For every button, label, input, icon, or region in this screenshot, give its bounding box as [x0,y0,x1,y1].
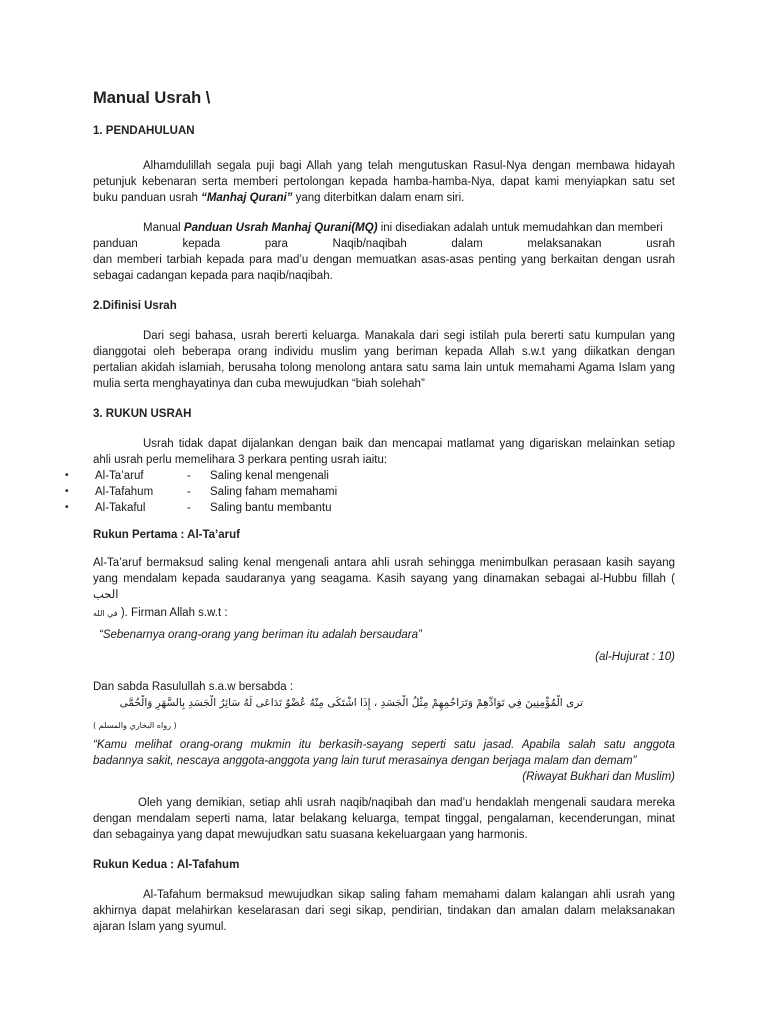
text-line: petunjuk kebenaran serta memberi pertolongan kepada hamba-hamba-Nya, dapat kami menyiapkan satu set [93,176,675,188]
text-run: buku panduan usrah [93,192,202,204]
text-line: pertalian akidah islamiah, berusaha tolong menolong antara satu sama lain untuk memahami Agama Islam yang [93,362,675,374]
section-heading-rukun-usrah: 3. RUKUN USRAH [93,408,192,420]
text-line: panduan kepada para Naqib/naqibah dalam melaksanakan usrah [93,238,675,250]
text-line: Usrah tidak dapat dijalankan dengan baik dan mencapai matlamat yang digariskan melainkan setiap [143,438,675,450]
text-line: sebagai cadangan kepada para naqib/naqibah. [93,270,333,282]
text-line: Al-Tafahum bermaksud mewujudkan sikap saling faham memahami dalam kalangan ahli usrah yang [143,889,675,901]
text-run: ). Firman Allah s.w.t : [117,607,228,619]
hadith-reference: (Riwayat Bukhari dan Muslim) [522,771,675,783]
hadith-source-arabic: ( رواه البخاري والمسلم ) [93,721,177,730]
pillar-name: Al-Takaful [95,502,146,514]
list-item [65,500,675,516]
separator: - [187,502,191,514]
text-line: Al-Ta’aruf bermaksud saling kenal mengenali antara ahli usrah sehingga menimbulkan perasaan kasih sayang [93,557,675,569]
section-heading-rukun-kedua: Rukun Kedua : Al-Tafahum [93,859,240,871]
document-body [65,88,675,935]
text-line: yang mendalam kepada saudaranya yang seagama. Kasih sayang yang dinamakan sebagai al-Hubbu fillah ( الحب [93,573,675,601]
pillar-list [65,468,675,516]
text-line: dengan mendalam seperti nama, latar belakang keluarga, tempat tinggal, pengalaman, kecenderungan, minat [93,813,675,825]
text-line: dan sebagainya yang dapat mewujudkan satu suasana kekeluargaan yang harmonis. [93,829,528,841]
text-line: dianggotai oleh beberapa orang individu muslim yang beriman kepada Allah s.w.t yang diikatkan dengan [93,346,675,358]
text-line: dan memberi tarbiah kepada para mad’u dengan memuatkan asas-asas penting yang berkaitan dengan usrah [93,254,675,266]
text-line: Dan sabda Rasulullah s.a.w bersabda : [93,681,294,693]
text-line: Oleh yang demikian, setiap ahli usrah naqib/naqibah dan mad’u hendaklah mengenali saudara mereka [138,797,675,809]
emphasis-text: “Manhaj Qurani” [201,192,293,204]
hadith-arabic: ترى الْمُؤْمِنِينَ فِي تَوَادِّهِمْ وَتَرَاحُمِهِمْ مِثْلُ الْجَسَدِ ، إِذَا اشْتَكَى مِنْهُ عُضْوٌ تَدَاعَى لَهُ سَائِرُ الْجَسَدِ بِالسَّهَرِ وَالْحُمَّى [119,697,583,709]
pillar-description: Saling kenal mengenali [210,470,329,482]
text-line: akhirnya dapat melahirkan keselarasan dari segi sikap, pendirian, tindakan dan amalan dalam melaksanakan [93,905,675,917]
page-title: Manual Usrah \ [93,89,211,107]
quote-text: “Sebenarnya orang-orang yang beriman itu adalah bersaudara” [99,629,422,641]
separator: - [187,486,191,498]
list-item [65,468,675,484]
text-run: yang diterbitkan dalam enam siri. [292,192,465,204]
text-line: ajaran Islam yang syumul. [93,921,227,933]
separator: - [187,470,191,482]
bullet-icon: • [65,502,69,513]
quote-reference: (al-Hujurat : 10) [595,651,675,663]
section-heading-definisi: 2.Difinisi Usrah [93,300,177,312]
arabic-inline: في الله [93,609,118,618]
text-line: Alhamdulillah segala puji bagi Allah yang telah mengutuskan Rasul-Nya dengan membawa hidayah [143,160,675,172]
text-line [93,190,675,206]
pillar-description: Saling bantu membantu [210,502,332,514]
pillar-name: Al-Ta’aruf [95,470,144,482]
list-item [65,484,675,500]
text-run: Manual [143,222,184,234]
text-line [93,605,675,622]
bullet-icon: • [65,486,69,497]
section-heading-rukun-pertama: Rukun Pertama : Al-Ta’aruf [93,529,240,541]
text-line: ahli usrah perlu memelihara 3 perkara penting usrah iaitu: [93,454,388,466]
emphasis-text: Panduan Usrah Manhaj Qurani(MQ) [183,222,378,234]
text-line [93,220,675,236]
pillar-name: Al-Tafahum [95,486,154,498]
pillar-description: Saling faham memahami [210,486,338,498]
text-line: Dari segi bahasa, usrah bererti keluarga. Manakala dari segi istilah pula bererti satu kumpulan yang [143,330,675,342]
bullet-icon: • [65,470,69,481]
section-heading-pendahuluan: 1. PENDAHULUAN [93,125,195,137]
text-line: mulia serta menghayatinya dan cuba mewujudkan “biah solehah” [93,378,425,390]
hadith-translation: badannya sakit, nescaya anggota-anggota yang lain turut merasainya dengan berjaga malam dan demam” [93,755,637,767]
hadith-translation: “Kamu melihat orang-orang mukmin itu berkasih-sayang seperti satu jasad. Apabila salah satu anggota [93,739,675,751]
text-run: ini disediakan adalah untuk memudahkan dan memberi [377,222,663,234]
